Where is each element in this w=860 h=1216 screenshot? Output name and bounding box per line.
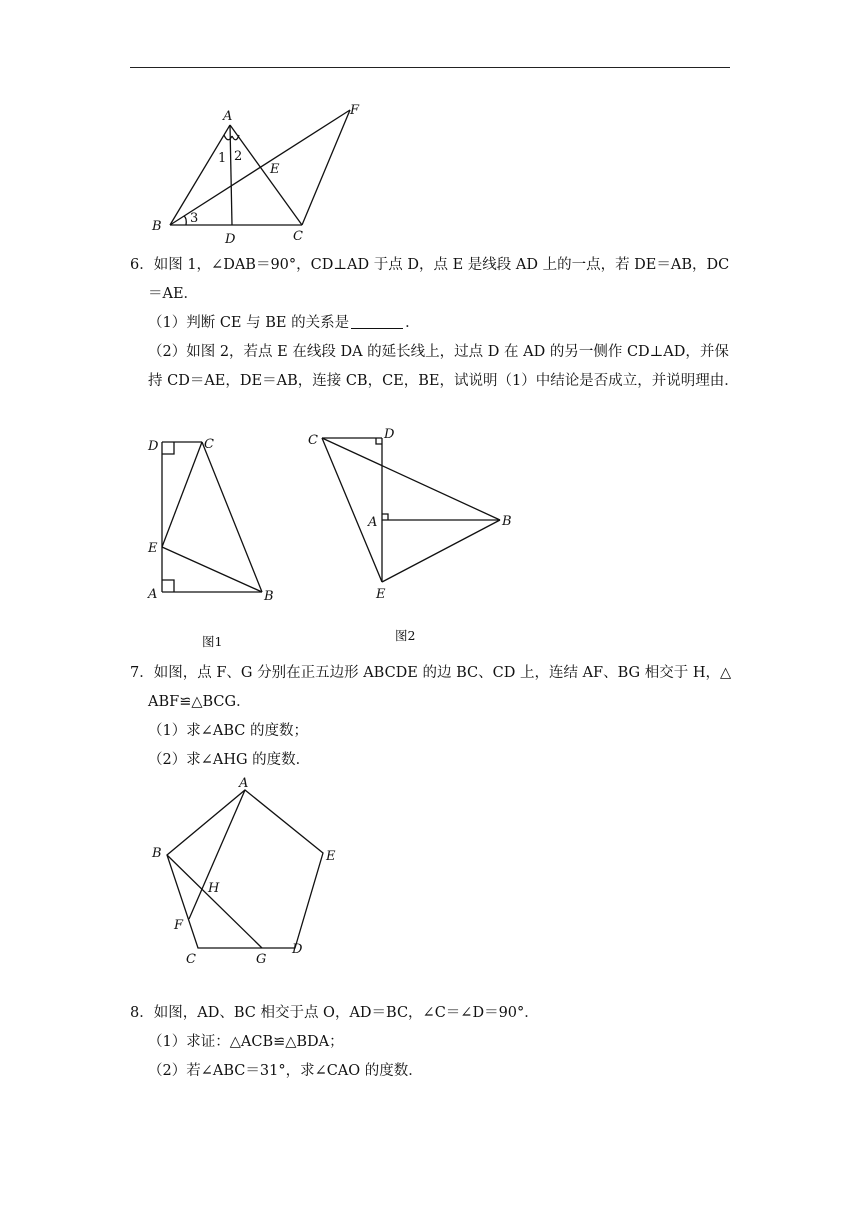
q8-part1: （1）求证：△ACB≌△BDA； (148, 1034, 344, 1050)
fig2-label-C: C (308, 433, 318, 448)
pentagon-label-F: F (174, 918, 184, 933)
fig2-caption: 图2 (395, 628, 416, 643)
fig2-label-B: B (502, 514, 512, 529)
pentagon-label-H: H (208, 881, 220, 896)
label-B: B (152, 219, 162, 234)
label-D: D (225, 232, 236, 247)
q6-part1 (148, 313, 420, 333)
q6-line2: ＝AE． (148, 286, 199, 302)
q6-part2-line1: （2）如图 2，若点 E 在线段 DA 的延长线上，过点 D 在 AD 的另一侧作 CD⊥AD，并保 (148, 344, 729, 360)
fig1-label-E: E (148, 541, 158, 556)
fig2-label-E: E (376, 587, 386, 602)
fig1-label-D: D (148, 439, 159, 454)
fig1-label-C: C (204, 437, 214, 452)
q8-part2: （2）若∠ABC＝31°，求∠CAO 的度数． (148, 1063, 423, 1079)
header-rule (130, 67, 730, 68)
fig1-label-B: B (264, 589, 274, 604)
q6-part1-text: （1）判断 CE 与 BE 的关系是 (148, 315, 350, 331)
label-C: C (293, 229, 303, 244)
q7-line2: ABF≌△BCG． (148, 694, 251, 710)
fig1-caption: 图1 (202, 634, 223, 649)
q7-line1: 7．如图，点 F、G 分别在正五边形 ABCDE 的边 BC、CD 上，连结 AF、BG 相交于 H，△ (130, 665, 732, 681)
q7-part1: （1）求∠ABC 的度数； (148, 723, 308, 739)
label-A: A (223, 109, 233, 124)
pentagon-label-B: B (152, 846, 162, 861)
figure-pentagon (140, 775, 360, 975)
label-F: F (350, 103, 360, 118)
figure-2 (300, 420, 530, 650)
pentagon-label-A: A (239, 776, 249, 791)
label-angle3: 3 (190, 211, 199, 226)
fig2-label-A: A (368, 515, 378, 530)
answer-blank[interactable] (351, 314, 403, 329)
label-angle1: 1 (218, 151, 227, 166)
pentagon-label-D: D (292, 942, 303, 957)
figure-1 (140, 430, 300, 660)
fig1-label-A: A (148, 587, 158, 602)
q6-line1: 6．如图 1，∠DAB＝90°，CD⊥AD 于点 D，点 E 是线段 AD 上的一点，若 DE＝AB，DC (130, 257, 730, 273)
label-E: E (270, 162, 280, 177)
q8-line1: 8．如图，AD、BC 相交于点 O，AD＝BC，∠C＝∠D＝90°． (130, 1005, 539, 1021)
label-angle2: 2 (234, 149, 243, 164)
q7-part2: （2）求∠AHG 的度数． (148, 752, 311, 768)
pentagon-label-G: G (256, 952, 267, 967)
pentagon-label-E: E (326, 849, 336, 864)
q6-part2-line2: 持 CD＝AE，DE＝AB，连接 CB，CE，BE，试说明（1）中结论是否成立，并说明理由． (148, 373, 739, 389)
fig2-label-D: D (384, 427, 395, 442)
pentagon-label-C: C (186, 952, 196, 967)
q6-part1-end: ． (405, 315, 420, 331)
figure-triangle-abcf (140, 100, 380, 250)
